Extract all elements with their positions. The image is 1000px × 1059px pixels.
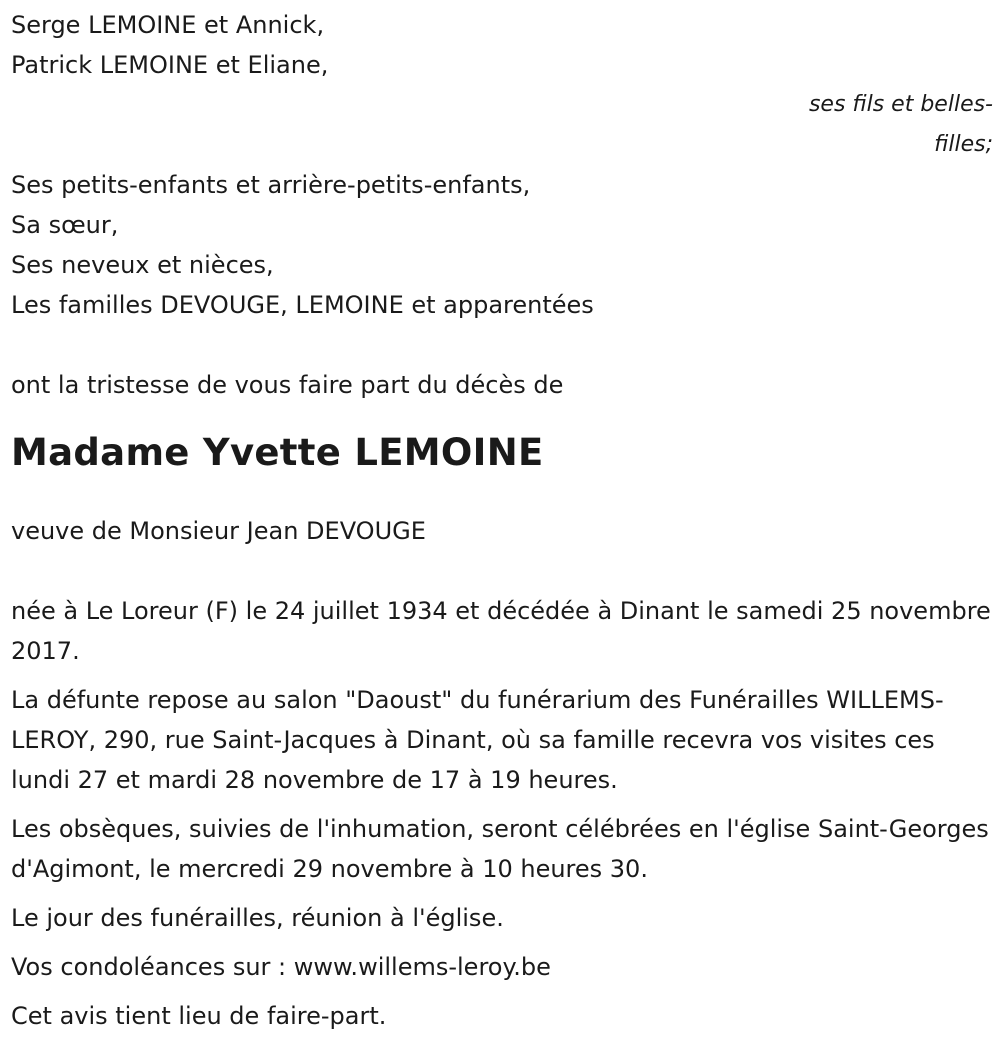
birth-death-paragraph: née à Le Loreur (F) le 24 juillet 1934 et décédée à Dinant le samedi 25 novembre 2017. [11,597,991,665]
deceased-name: Madame Yvette LEMOINE [11,431,544,474]
obituary-notice [11,0,993,1036]
nephews-line: Ses neveux et nièces, [11,251,274,279]
spacer [11,325,993,365]
meeting-paragraph: Le jour des funérailles, réunion à l'église. [11,904,504,932]
notice-paragraph: Cet avis tient lieu de faire-part. [11,1002,387,1030]
funeral-paragraph: Les obsèques, suivies de l'inhumation, seront célébrées en l'église Saint-Georges d'Agimont, le mercredi 29 novembre à 10 heures 30. [11,815,989,883]
grandchildren-line: Ses petits-enfants et arrière-petits-enfants, [11,171,531,199]
condolences-paragraph: Vos condoléances sur : www.willems-leroy.be [11,953,551,981]
repose-paragraph: La défunte repose au salon "Daoust" du funérarium des Funérailles WILLEMS-LEROY, 290, rue Saint-Jacques à Dinant, où sa famille recevra vos visites ces lundi 27 et mardi 28 novembre de 17 à 19 heures. [11,686,944,794]
announcement-line: ont la tristesse de vous faire part du décès de [11,371,564,399]
sons-role-line-1: ses fils et belles- [808,92,993,117]
sons-role-line-2: filles; [934,132,993,157]
families-line: Les familles DEVOUGE, LEMOINE et apparentées [11,291,594,319]
sister-line: Sa sœur, [11,211,119,239]
son-line-serge: Serge LEMOINE et Annick, [11,11,325,39]
sons-role-label [11,85,993,165]
son-line-patrick: Patrick LEMOINE et Eliane, [11,51,329,79]
widow-line: veuve de Monsieur Jean DEVOUGE [11,517,426,545]
